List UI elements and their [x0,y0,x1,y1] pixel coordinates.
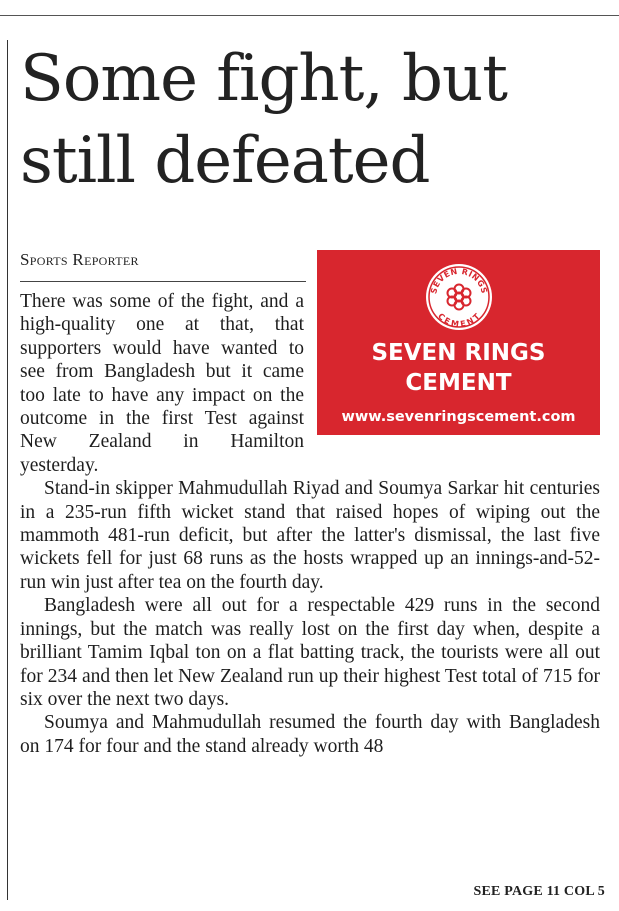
ad-brand-line-1: SEVEN RINGS [371,340,546,366]
article-body [20,290,600,758]
ad-url-link[interactable]: www.sevenringscement.com [341,409,576,425]
article-paragraph: There was some of the fight, and a high-quality one at that, that supporters would have wanted to see from Bangladesh but it came too late to have any impact on the outcome in the first Test against New Zealand in Hamilton yesterday. [20,291,304,476]
byline: Sports Reporter [20,250,139,269]
headline [20,38,615,202]
headline-line-2: still defeated [20,124,430,198]
article-paragraph: Stand-in skipper Mahmudullah Riyad and Soumya Sarkar hit centuries in a 235-run fifth wicket stand that raised hopes of wiping out the mammoth 481-run deficit, but after the latter's dismissal, the last five wickets fell for just 68 runs as the hosts wrapped up an innings-and-52-run win just after tea on the fourth day. [20,478,600,593]
byline-divider [20,281,306,282]
headline-line-1: Some fight, but [20,42,507,116]
logo-text-top: SEVEN RINGS [429,266,489,295]
logo-text-bottom: CEMENT [436,311,482,329]
article-paragraph: Bangladesh were all out for a respectable 429 runs in the second innings, but the match was really lost on the first day when, despite a brilliant Tamim Iqbal ton on a flat batting track, the tourists were all out for 234 and then let New Zealand run up their highest Test total of 715 for six over the next two days. [20,595,600,710]
ad-space [304,290,600,475]
article-paragraph: Soumya and Mahmudullah resumed the fourth day with Bangladesh on 174 for four and the stand already worth 48 [20,712,600,757]
column-rule [7,40,8,900]
continuation-note: SEE PAGE 11 COL 5 [473,884,605,899]
top-rule [0,15,619,16]
ad-brand-line-2: CEMENT [405,370,512,396]
